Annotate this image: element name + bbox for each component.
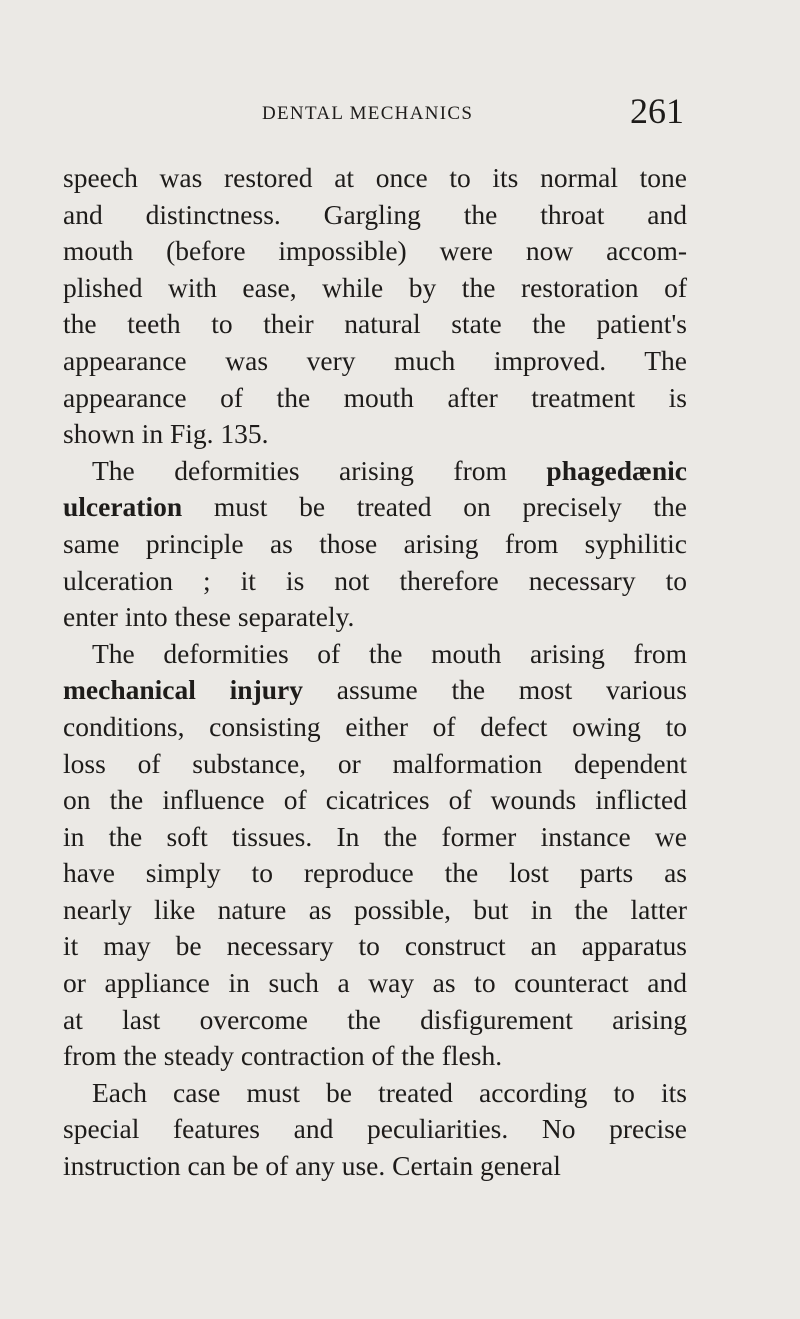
- text-line: enter into these separately.: [63, 601, 355, 633]
- text-line: instruction can be of any use. Certain general: [63, 1150, 561, 1182]
- text-line: mouth (before impossible) were now accom-: [63, 235, 687, 267]
- text-line: shown in Fig. 135.: [63, 418, 269, 450]
- text-line: nearly like nature as possible, but in the latter: [63, 893, 687, 925]
- text-fragment: The deformities arising from: [92, 454, 507, 486]
- text-line: [63, 453, 687, 490]
- running-head: DENTAL MECHANICS: [262, 103, 474, 124]
- text-line: appearance was very much improved. The: [63, 344, 687, 376]
- page-number: 261: [630, 91, 684, 131]
- text-line: Each case must be treated according to its: [92, 1076, 687, 1108]
- text-fragment: must be treated on precisely the: [213, 491, 688, 523]
- text-line: plished with ease, while by the restoration of: [63, 271, 687, 303]
- text-line: [63, 489, 687, 526]
- text-line: in the soft tissues. In the former instance we: [63, 820, 687, 852]
- text-fragment: assume the most various: [336, 674, 687, 706]
- text-line: same principle as those arising from syphilitic: [63, 527, 687, 559]
- bold-term: ulceration: [63, 491, 183, 523]
- text-line: special features and peculiarities. No precise: [63, 1113, 687, 1145]
- text-line: from the steady contraction of the flesh.: [63, 1040, 503, 1072]
- text-line: on the influence of cicatrices of wounds inflicted: [63, 784, 687, 816]
- text-line: [63, 672, 687, 709]
- bold-term: mechanical injury: [63, 674, 303, 706]
- text-line: conditions, consisting either of defect owing to: [63, 710, 687, 742]
- text-line: The deformities of the mouth arising from: [92, 637, 687, 669]
- text-line: appearance of the mouth after treatment is: [63, 381, 687, 413]
- text-line: speech was restored at once to its normal tone: [63, 162, 687, 193]
- text-line: loss of substance, or malformation dependent: [63, 747, 687, 779]
- text-line: or appliance in such a way as to counteract and: [63, 967, 687, 999]
- text-line: and distinctness. Gargling the throat and: [63, 198, 687, 230]
- text-line: ulceration ; it is not therefore necessary to: [63, 564, 687, 596]
- text-line: the teeth to their natural state the patient's: [63, 308, 687, 340]
- bold-term: phagedænic: [546, 454, 688, 486]
- text-line: have simply to reproduce the lost parts as: [63, 857, 687, 889]
- page-header: [252, 93, 684, 133]
- text-line: at last overcome the disfigurement arising: [63, 1003, 687, 1035]
- text-line: it may be necessary to construct an apparatus: [63, 930, 687, 962]
- body-text: [63, 160, 687, 1185]
